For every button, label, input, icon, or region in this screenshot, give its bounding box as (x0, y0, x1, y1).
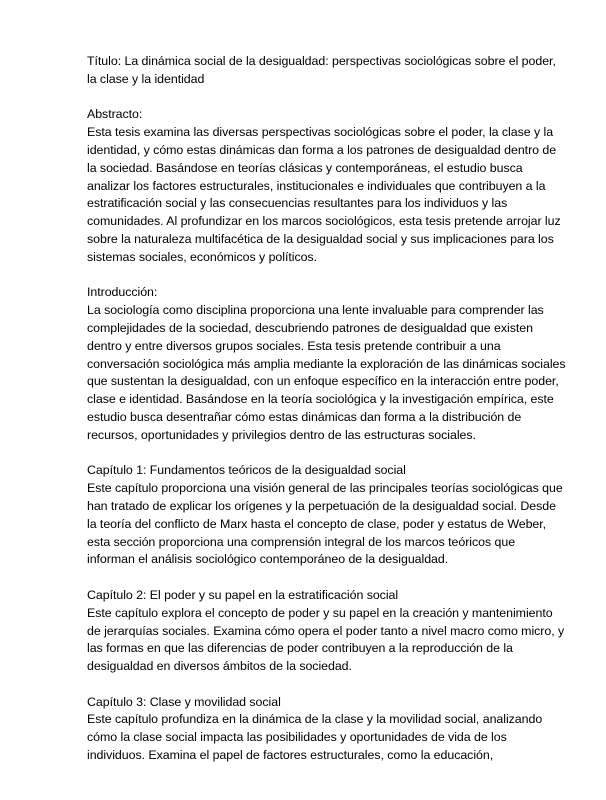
section-chapter-1 (87, 462, 566, 569)
section-chapter-3 (87, 694, 566, 765)
section-text: Este capítulo explora el concepto de poder y su papel en la creación y mantenimiento de jerarquías sociales. Examina cómo opera el poder tanto a nivel macro como micro, y las formas en que las diferencias de poder contribuyen a la reproducción de la desigualdad en diversos ámbitos de la sociedad. (87, 605, 565, 674)
section-text: Esta tesis examina las diversas perspectivas sociológicas sobre el poder, la clase y la identidad, y cómo estas dinámicas dan forma a los patrones de desigualdad dentro de la sociedad. Basándose en teorías clásicas y contemporáneas, el estudio busca analizar los factores estructurales, institucionales e individuales que contribuyen a la estratificación social y las consecuencias resultantes para los individuos y las comunidades. Al profundizar en los marcos sociológicos, esta tesis pretende arrojar luz sobre la naturaleza multifacética de la desigualdad social y sus implicaciones para los sistemas sociales, económicos y políticos. (87, 125, 561, 264)
section-abstract (87, 106, 566, 266)
section-text: La sociología como disciplina proporciona una lente invaluable para comprender las complejidades de la sociedad, descubriendo patrones de desigualdad que existen dentro y entre diversos grupos sociales. Esta tesis pretende contribuir a una conversación sociológica más amplia mediante la exploración de las dinámicas sociales que sustentan la desigualdad, con un enfoque específico en la interacción entre poder, clase e identidad. Basándose en la teoría sociológica y la investigación empírica, este estudio busca desentrañar cómo estas dinámicas dan forma a la distribución de recursos, oportunidades y privilegios dentro de las estructuras sociales. (87, 303, 566, 442)
section-heading: Abstracto: (87, 107, 143, 122)
document-title: Título: La dinámica social de la desigualdad: perspectivas sociológicas sobre el poder, la clase y la identidad (87, 54, 556, 86)
section-heading: Capítulo 3: Clase y movilidad social (87, 694, 281, 709)
section-chapter-2 (87, 587, 566, 676)
section-heading: Capítulo 1: Fundamentos teóricos de la desigualdad social (87, 463, 406, 478)
section-text: Este capítulo profundiza en la dinámica de la clase y la movilidad social, analizando cómo la clase social impacta las posibilidades y oportunidades de vida de los individuos. Examina el papel de factores estructurales, como la educación, (87, 712, 543, 763)
section-heading: Introducción: (87, 285, 158, 300)
title-block (87, 53, 566, 89)
section-text: Este capítulo proporciona una visión general de las principales teorías sociológicas que han tratado de explicar los orígenes y la perpetuación de la desigualdad social. Desde la teoría del conflicto de Marx hasta el concepto de clase, poder y estatus de Weber, esta sección proporciona una comprensión integral de los marcos teóricos que informan el análisis sociológico contemporáneo de la desigualdad. (87, 481, 563, 567)
section-heading: Capítulo 2: El poder y su papel en la estratificación social (87, 587, 399, 602)
section-introduction (87, 284, 566, 444)
